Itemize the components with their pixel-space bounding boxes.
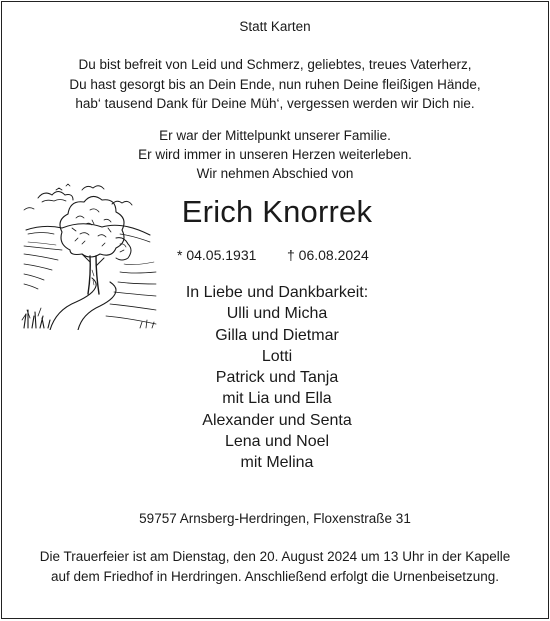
mourner-name: Alexander und Senta	[202, 411, 352, 429]
ceremony-line: Die Trauerfeier ist am Dienstag, den 20. August 2024 um 13 Uhr in der Kapelle	[39, 549, 511, 564]
death-date: † 06.08.2024	[287, 247, 369, 263]
remembrance-text	[2, 126, 548, 183]
deceased-name: Erich Knorrek	[181, 194, 373, 229]
address-text: 59757 Arnsberg-Herdringen, Floxenstraße 31	[139, 511, 411, 526]
remembrance-line: Er war der Mittelpunkt unserer Familie.	[159, 128, 391, 143]
mourners-intro: In Liebe und Dankbarkeit:	[185, 284, 369, 301]
mourner-name: Gilla und Dietmar	[215, 326, 339, 344]
mourner-name: Lena und Noel	[224, 433, 330, 451]
mourners-list	[162, 282, 392, 474]
poem-line: hab‘ tausend Dank für Deine Müh‘, vergessen werden wir Dich nie.	[75, 96, 475, 111]
mourner-name: mit Melina	[240, 454, 314, 472]
mourner-name: Patrick und Tanja	[215, 369, 339, 387]
poem	[2, 55, 548, 114]
poem-line: Du bist befreit von Leid und Schmerz, geliebtes, treues Vaterherz,	[78, 57, 472, 72]
tree-landscape-icon	[20, 180, 160, 330]
poem-line: Du hast gesorgt bis an Dein Ende, nun ruhen Deine fleißigen Hände,	[69, 76, 481, 92]
birth-date: * 04.05.1931	[177, 247, 257, 263]
header-text: Statt Karten	[239, 19, 311, 34]
mourner-name: Lotti	[261, 347, 293, 365]
ceremony-line: auf dem Friedhof in Herdringen. Anschließend erfolgt die Urnenbeisetzung.	[50, 568, 499, 584]
obituary-notice	[1, 1, 549, 619]
remembrance-line: Er wird immer in unseren Herzen weiterleben.	[138, 147, 412, 162]
mourner-name: mit Lia und Ella	[222, 390, 332, 408]
remembrance-line: Wir nehmen Abschied von	[196, 166, 354, 181]
mourner-name: Ulli und Micha	[226, 305, 328, 323]
ceremony-text	[2, 547, 548, 586]
